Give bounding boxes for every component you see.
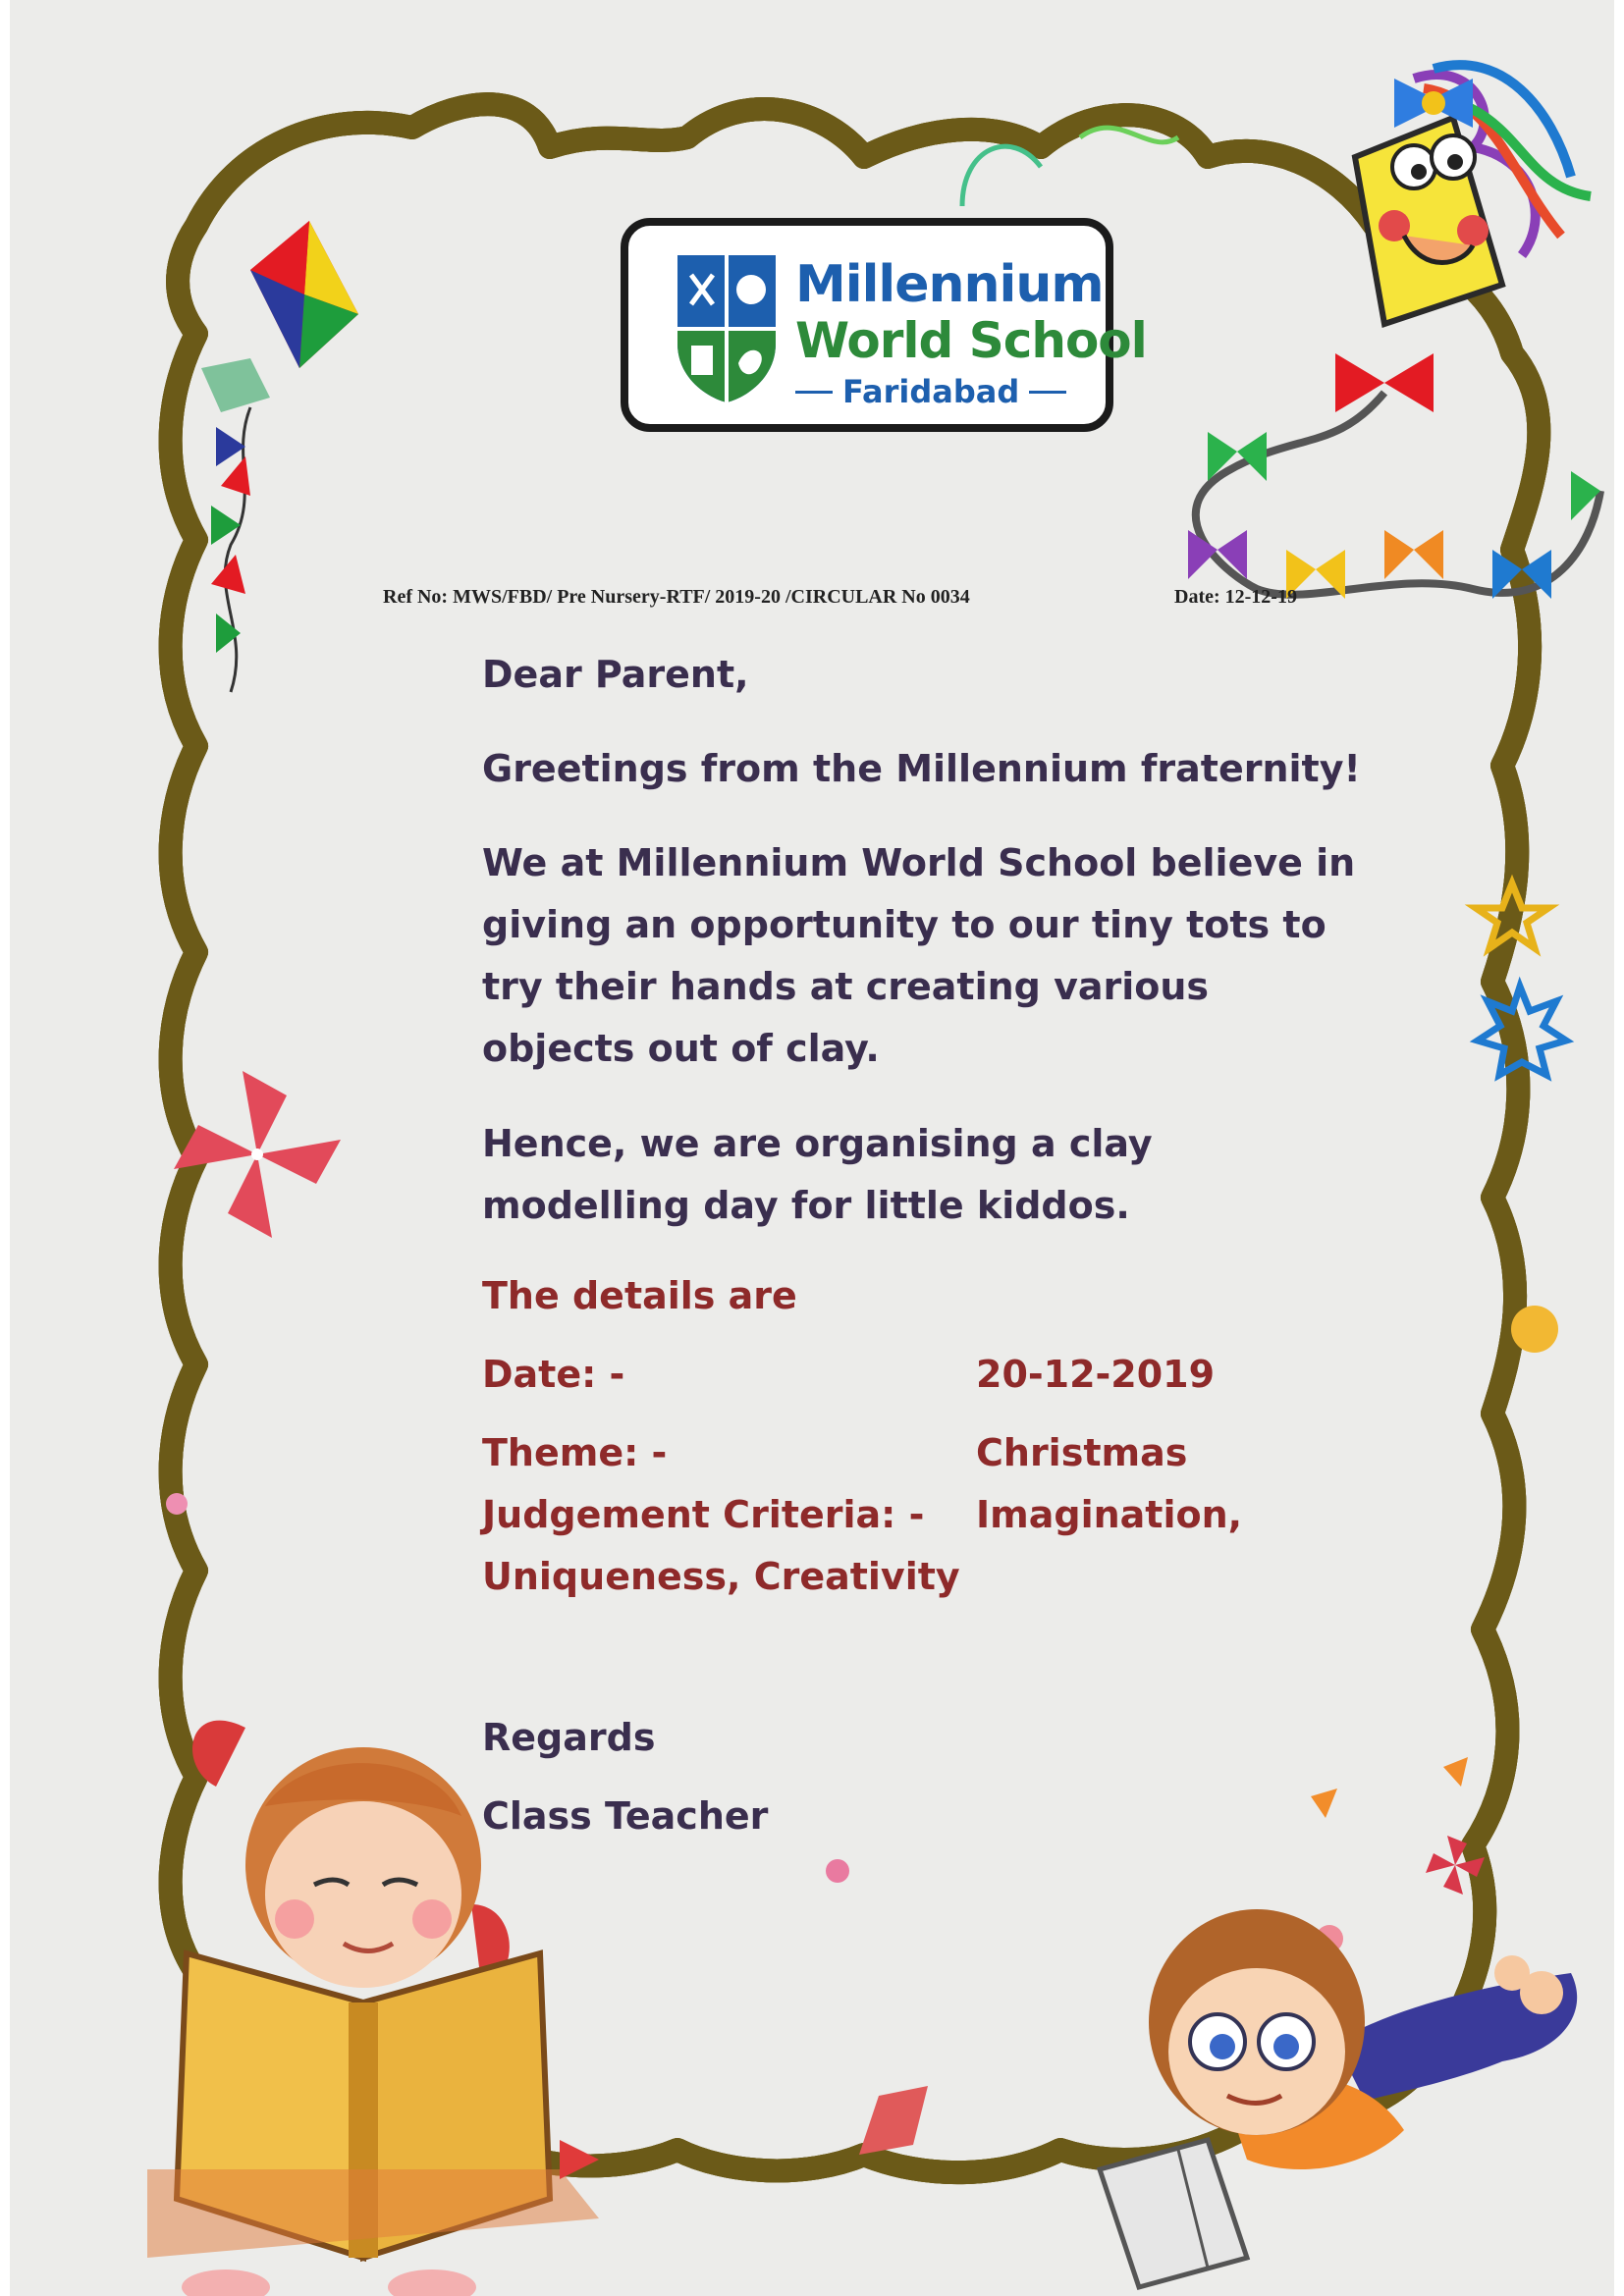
greeting: Greetings from the Millennium fraternity! xyxy=(482,747,1361,790)
boy-reading-illustration xyxy=(1100,1909,1577,2287)
detail-criteria-label: Judgement Criteria: - xyxy=(482,1493,925,1536)
signature-class-teacher: Class Teacher xyxy=(482,1794,769,1838)
detail-date-value: 20-12-2019 xyxy=(976,1353,1216,1396)
details-heading: The details are xyxy=(482,1274,797,1317)
circular-reference-number: Ref No: MWS/FBD/ Pre Nursery-RTF/ 2019-20 /CIRCULAR No 0034 xyxy=(383,586,970,608)
logo-location: Faridabad xyxy=(842,373,1020,410)
kite-top-left xyxy=(201,221,358,692)
detail-theme-label: Theme: - xyxy=(482,1431,668,1474)
paragraph-1-line-2: giving an opportunity to our tiny tots to xyxy=(482,903,1326,946)
school-crest-icon xyxy=(677,255,776,402)
paragraph-2-line-1: Hence, we are organising a clay xyxy=(482,1122,1153,1165)
detail-date-label: Date: - xyxy=(482,1353,625,1396)
detail-criteria-continued: Uniqueness, Creativity xyxy=(482,1555,960,1598)
salutation: Dear Parent, xyxy=(482,653,749,696)
pinwheel-left xyxy=(174,1071,341,1238)
logo-text-world-school: World School xyxy=(795,312,1147,369)
detail-criteria-value: Imagination, xyxy=(976,1493,1243,1536)
school-logo-box xyxy=(621,218,1147,432)
closing-regards: Regards xyxy=(482,1716,656,1759)
circular-date: Date: 12-12-19 xyxy=(1174,586,1297,608)
paragraph-2-line-2: modelling day for little kiddos. xyxy=(482,1184,1130,1227)
logo-text-millennium: Millennium xyxy=(795,255,1104,314)
paragraph-1-line-4: objects out of clay. xyxy=(482,1027,880,1070)
red-kite-bottom xyxy=(859,2086,928,2155)
paragraph-1-line-3: try their hands at creating various xyxy=(482,965,1210,1008)
logo-text-faridabad xyxy=(795,373,1090,410)
paragraph-1-line-1: We at Millennium World School believe in xyxy=(482,841,1356,884)
detail-theme-value: Christmas xyxy=(976,1431,1188,1474)
